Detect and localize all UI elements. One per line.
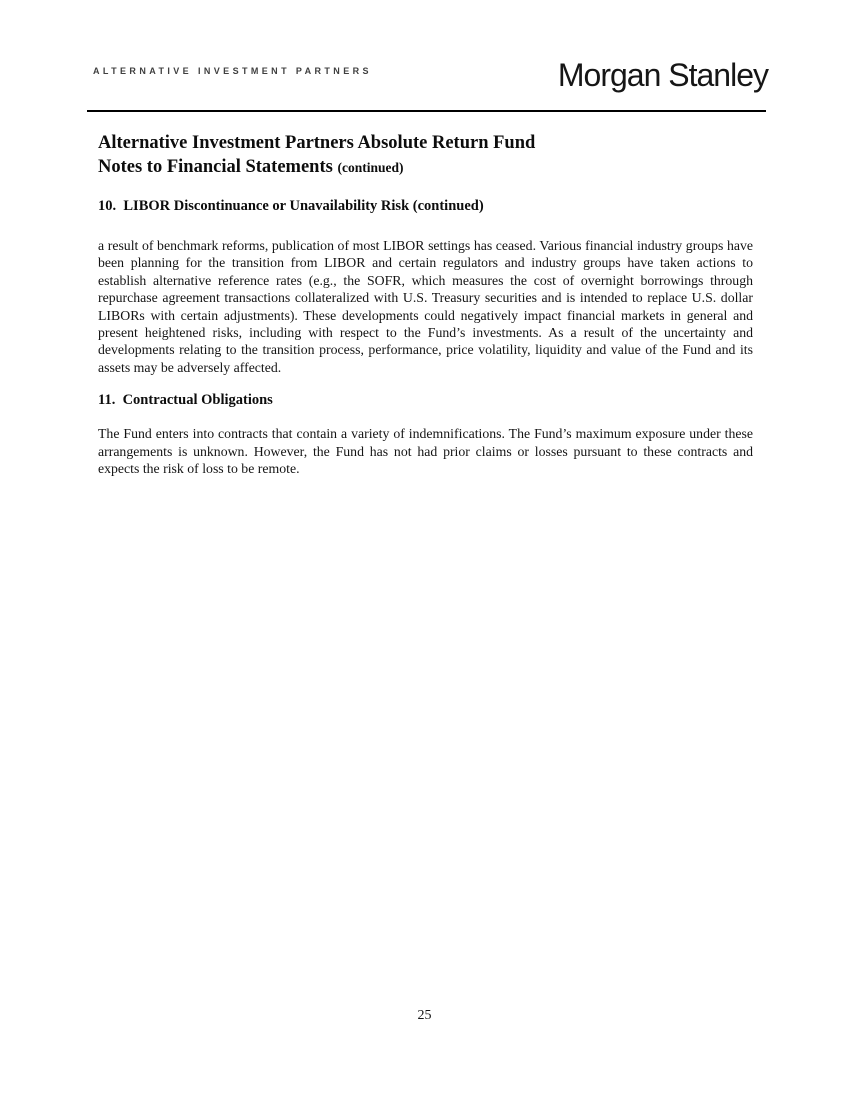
document-title-line2: Notes to Financial Statements <box>98 157 333 177</box>
section-11-heading: 11. Contractual Obligations <box>98 392 273 409</box>
section-10-paragraph: a result of benchmark reforms, publication of most LIBOR settings has ceased. Various financial industry groups have been planning for the transition from LIBOR and certain regulators and industry groups have taken actions to establish alternative reference rates (e.g., the SOFR, which measures the cost of overnight borrowings through repurchase agreement transactions collateralized with U.S. Treasury securities and is intended to replace U.S. dollar LIBORs with certain adjustments). These developments could negatively impact financial markets in general and present heightened risks, including with respect to the Fund’s investments. As a result of the uncertainty and developments relating to the transition process, performance, price volatility, liquidity and value of the Fund and its assets may be adversely affected. <box>98 238 753 375</box>
header-rule <box>87 110 766 112</box>
document-title-continued: (continued) <box>337 160 404 175</box>
page-number: 25 <box>417 1008 432 1023</box>
header-brand-label: ALTERNATIVE INVESTMENT PARTNERS <box>93 66 372 76</box>
section-10-heading: 10. LIBOR Discontinuance or Unavailability Risk (continued) <box>98 198 484 214</box>
document-title-line1: Alternative Investment Partners Absolute Return Fund <box>98 133 536 153</box>
section-11-paragraph: The Fund enters into contracts that contain a variety of indemnifications. The Fund’s maximum exposure under these arrangements is unknown. However, the Fund has not had prior claims or losses pursuant to these contracts and expects the risk of loss to be remote. <box>98 426 753 477</box>
document-content <box>98 131 753 493</box>
morgan-stanley-logo: Morgan Stanley <box>557 57 768 93</box>
document-title <box>98 131 753 180</box>
